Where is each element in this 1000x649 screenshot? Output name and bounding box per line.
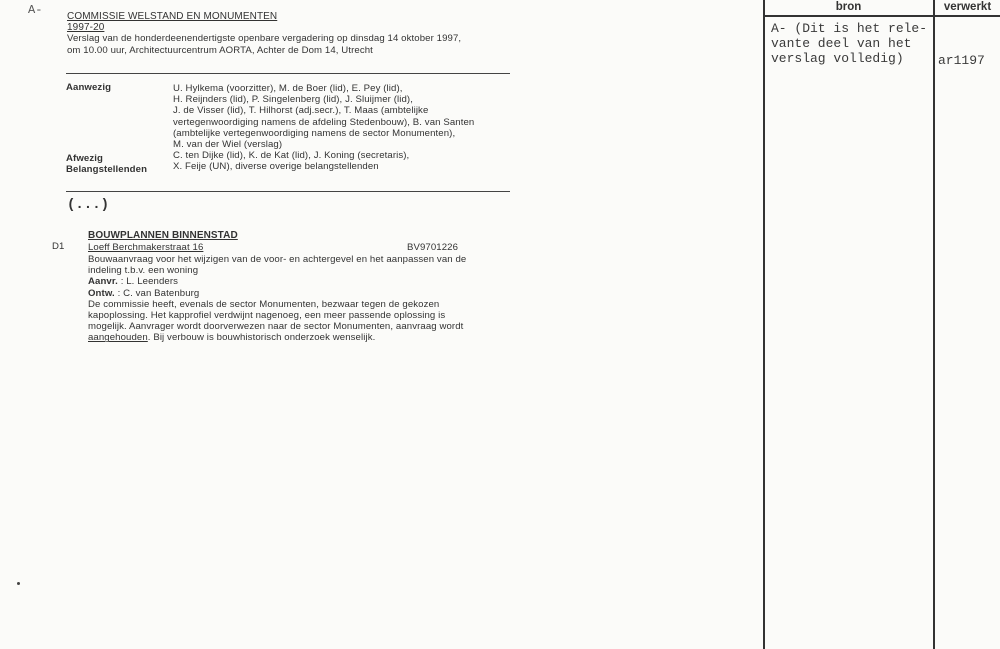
desc-line: indeling t.b.v. een woning xyxy=(88,265,199,277)
body-last-line xyxy=(88,332,508,343)
section-title: BOUWPLANNEN BINNENSTAD xyxy=(88,230,238,241)
table-middle-border xyxy=(933,0,935,649)
item-address: Loeff Berchmakerstraat 16 xyxy=(88,242,204,253)
item-code: D1 xyxy=(52,241,65,252)
meeting-line-1: Verslag van de honderdeenendertigste openbare vergadering op dinsdag 14 oktober 1997, xyxy=(67,33,462,45)
body-last-line-rest: . Bij verbouw is bouwhistorisch onderzoek wenselijk. xyxy=(147,332,376,344)
absent-text: C. ten Dijke (lid), K. de Kat (lid), J. Koning (secretaris), xyxy=(173,150,410,162)
present-line: vertegenwoordiging namens de afdeling Stedenbouw), B. van Santen xyxy=(173,116,475,128)
document-title: COMMISSIE WELSTAND EN MONUMENTEN xyxy=(67,11,278,22)
absent-label: Afwezig xyxy=(66,153,103,164)
designer-value: : C. van Batenburg xyxy=(117,287,200,299)
designer-label: Ontw. xyxy=(88,287,115,299)
margin-mark: A- xyxy=(28,3,43,17)
column-header-bron: bron xyxy=(835,1,862,13)
column-header-verwerkt: verwerkt xyxy=(943,1,992,13)
applicant-row xyxy=(88,276,508,287)
bron-line: vante deel van het xyxy=(771,36,912,51)
designer-row xyxy=(88,288,508,299)
meeting-line-2: om 10.00 uur, Architectuurcentrum AORTA, Achter de Dom 14, Utrecht xyxy=(67,44,373,56)
bron-line: A- (Dit is het rele- xyxy=(771,21,928,36)
scan-speck xyxy=(17,582,20,585)
header-divider xyxy=(66,73,510,74)
attendance-divider xyxy=(66,191,510,192)
held-word: aangehouden xyxy=(88,332,148,344)
present-label: Aanwezig xyxy=(66,82,112,93)
document-number: 1997-20 xyxy=(67,22,105,34)
present-line: J. de Visser (lid), T. Hilhorst (adj.secr.), T. Maas (ambtelijke xyxy=(173,105,429,117)
present-line: H. Reijnders (lid), P. Singelenberg (lid), J. Sluijmer (lid), xyxy=(173,94,413,106)
desc-line: Bouwaanvraag voor het wijzigen van de voor- en achtergevel en het aanpassen van de xyxy=(88,254,467,265)
applicant-value: : L. Leenders xyxy=(120,276,179,288)
body-line: mogelijk. Aanvrager wordt doorverwezen naar de sector Monumenten, aanvraag wordt xyxy=(88,321,464,333)
omission-ellipsis: (...) xyxy=(67,197,110,213)
bron-cell xyxy=(771,21,931,66)
table-left-border xyxy=(763,0,765,649)
table-header-rule xyxy=(763,15,1000,17)
body-line: De commissie heeft, evenals de sector Monumenten, bezwaar tegen de gekozen xyxy=(88,298,440,310)
applicant-label: Aanvr. xyxy=(88,276,118,288)
verwerkt-cell: ar1197 xyxy=(938,53,985,68)
present-list xyxy=(173,83,513,173)
bron-line: verslag volledig) xyxy=(771,51,904,66)
body-line: kapoplossing. Het kapprofiel verdwijnt nagenoeg, een meer passende oplossing is xyxy=(88,310,446,322)
item-body xyxy=(88,254,508,344)
present-line: M. van der Wiel (verslag) xyxy=(173,139,283,151)
stakeholders-text: X. Feije (UN), diverse overige belangstellenden xyxy=(173,161,379,173)
item-reference: BV9701226 xyxy=(407,242,459,253)
stakeholders-label: Belangstellenden xyxy=(66,164,148,175)
present-line: U. Hylkema (voorzitter), M. de Boer (lid), E. Pey (lid), xyxy=(173,83,403,94)
present-line: (ambtelijke vertegenwoordiging namens de sector Monumenten), xyxy=(173,127,456,139)
document-header xyxy=(67,11,517,56)
